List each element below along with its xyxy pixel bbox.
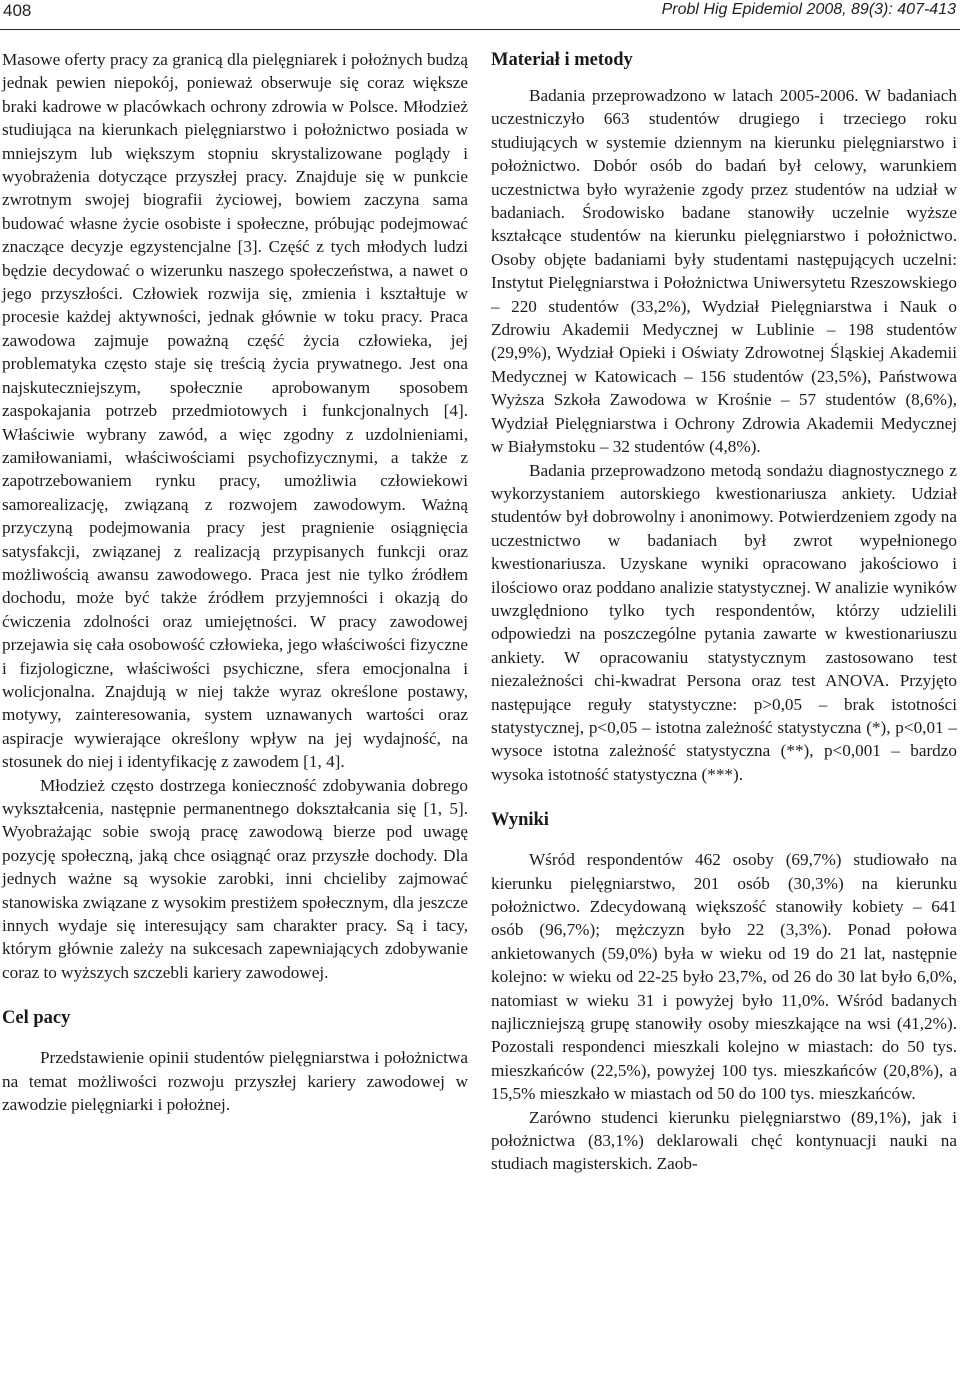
page-number: 408 — [3, 1, 32, 20]
aim-paragraph: Przedstawienie opinii studentów pielęgniarstwa i położnictwa na temat możliwości rozwoju przyszłej kariery zawodowej w zawodzie pielęgniarki i położnej. — [2, 1048, 468, 1115]
intro-paragraph: Masowe oferty pracy za granicą dla pielęgniarek i położnych budzą jednak pewien niepokój, ponieważ obserwuje się coraz większe braki kadrowe w placówkach ochrony zdrowia w Polsce. Młodzież studiująca na kierunkach pielęgniarstwo i położnictwo posiada w mniejszym lub większym stopniu skrystalizowane poglądy i wyobrażenia dotyczące przyszłej pracy. Znajduje się w punkcie zwrotnym swojej biografii życiowej, bowiem zaczyna sama budować własne życie osobiste i społeczne, próbując podejmować znaczące decyzje egzystencjalne [3]. Część z tych młodych ludzi będzie decydować o wizerunku naszego społeczeństwa, a nawet o jego przyszłości. Człowiek rozwija się, zmienia i kształtuje w procesie każdej aktywności, jednak głównie w toku pracy. Praca zawodowa zajmuje poważną część życia człowieka, jej problematyka często staje się treścią życia prywatnego. Jest ona najskuteczniejszym, społecznie aprobowanym sposobem zaspokajania potrzeb przedmiotowych i funkcjonalnych [4]. Właściwie wybrany zawód, a więc zgodny z uzdolnieniami, zamiłowaniami, właściwościami psychofizycznymi, a także z zapotrzebowaniem rynku pracy, umożliwia człowiekowi samorealizację, związaną z rozwojem zawodowym. Ważną przyczyną podejmowania pracy jest pragnienie osiągnięcia satysfakcji, związanej z realizacją przypisanych funkcji oraz możliwością awansu zawodowego. Praca jest nie tylko źródłem dochodu, może być także źródłem przyjemności i okazją do ćwiczenia zdolności oraz umiejętności. W pracy zawodowej przejawia się cała osobowość człowieka, jego właściwości fizyczne i fizjologiczne, właściwości psychiczne, sfera emocjonalna i wolicjonalna. Znajdują w niej także wyraz określone postawy, motywy, zainteresowania, system uznawanych wartości oraz aspiracje wywierające określony wpływ na jej wydajność, na stosunek do niej i identyfikację z zawodem [1, 4]. — [2, 50, 468, 772]
results-paragraph-1: Wśród respondentów 462 osoby (69,7%) studiowało na kierunku pielęgniarstwo, 201 osób (30,3%) na kierunku położnictwo. Zdecydowaną większość stanowiły kobiety – 641 osób (96,7%); mężczyzn było 22 (3,3%). Ponad połowa ankietowanych (59,0%) była w wieku od 19 do 21 lat, następnie kolejno: w wieku od 22-25 było 23,7%, od 26 do 30 lat było 6,0%, natomiast w wieku 31 i powyżej było 11,0%. Wśród badanych najliczniejszą grupę stanowiły osoby mieszkające na wsi (41,2%). Pozostali respondenci mieszkali kolejno w miastach: do 50 tys. mieszkańców (22,5%), powyżej 100 tys. mieszkańców (20,8%), a 15,5% mieszkało w miastach od 50 do 100 tys. mieszkańców. — [491, 850, 957, 1104]
section-heading-material: Materiał i metody — [491, 50, 633, 70]
methods-paragraph-2: Badania przeprowadzono metodą sondażu diagnostycznego z wykorzystaniem autorskiego kwestionariusza ankiety. Udział studentów był dobrowolny i anonimowy. Potwierdzeniem zgody na uczestnictwo w badaniach był zwrot wypełnionego kwestionariusza. Uzyskane wyniki opracowano jakościowo i ilościowo oraz poddano analizie statystycznej. W analizie wyników uwzględniono tylko tych respondentów, którzy udzielili odpowiedzi na poszczególne pytania zawarte w kwestionariuszu ankiety. W opracowaniu statystycznym zastosowano test niezależności chi-kwadrat Persona oraz test ANOVA. Przyjęto następujące reguły statystyczne: p>0,05 – brak istotności statystycznej, p<0,05 – istotna zależność statystyczna (*), p<0,01 – wysoce istotna zależność statystyczna (**), p<0,001 – bardzo wysoka istotność statystyczna (***). — [491, 460, 957, 784]
left-column — [2, 48, 468, 1116]
journal-reference: Probl Hig Epidemiol 2008, 89(3): 407-413 — [661, 1, 956, 18]
results-paragraph-2: Zarówno studenci kierunku pielęgniarstwo (89,1%), jak i położnictwa (83,1%) deklarowali chęć kontynuacji nauki na studiach magisterskich. Zaob- — [491, 1107, 957, 1174]
section-heading-wyniki: Wyniki — [491, 810, 549, 831]
page-header — [0, 0, 960, 30]
section-heading-cel: Cel pacy — [2, 1008, 71, 1029]
methods-paragraph-1: Badania przeprowadzono w latach 2005-2006. W badaniach uczestniczyło 663 studentów drugiego i trzeciego roku studiujących w systemie dziennym na kierunku pielęgniarstwo i położnictwo. Dobór osób do badań był celowy, warunkiem uczestnictwa było wyrażenie zgody przez studentów na udział w badaniach. Środowisko badane stanowiły uczelnie wyższe kształcące studentów na kierunku pielęgniarstwo i położnictwo. Osoby objęte badaniami były studentami następujących uczelni: Instytut Pielęgniarstwa i Położnictwa Uniwersytetu Rzeszowskiego – 220 studentów (33,2%), Wydział Pielęgniarstwa i Nauk o Zdrowiu Akademii Medycznej w Lublinie – 198 studentów (29,9%), Wydział Opieki i Oświaty Zdrowotnej Śląskiej Akademii Medycznej w Katowicach – 156 studentów (23,5%), Państwowa Wyższa Szkoła Zawodowa w Krośnie – 57 studentów (8,6%), Wydział Pielęgniarstwa i Ochrony Zdrowia Akademii Medycznej w Białymstoku – 32 studentów (4,8%). — [491, 86, 957, 457]
youth-career-paragraph: Młodzież często dostrzega konieczność zdobywania dobrego wykształcenia, następnie permanentnego dokształcania się [1, 5]. Wyobrażając sobie swoją pracę zawodową bierze pod uwagę pozycję społeczną, jaką chce osiągnąć oraz przyszłe dochody. Dla jednych ważne są wysokie zarobki, inni chcieliby zajmować stanowiska związane z wysokim prestiżem społecznym, dla jeszcze innych wydaje się interesujący sam charakter pracy. Są i tacy, którym głównie zależy na sukcesach zapewniających zdobywanie coraz to wyższych szczebli kariery zawodowej. — [2, 775, 468, 982]
right-column — [491, 48, 957, 1176]
